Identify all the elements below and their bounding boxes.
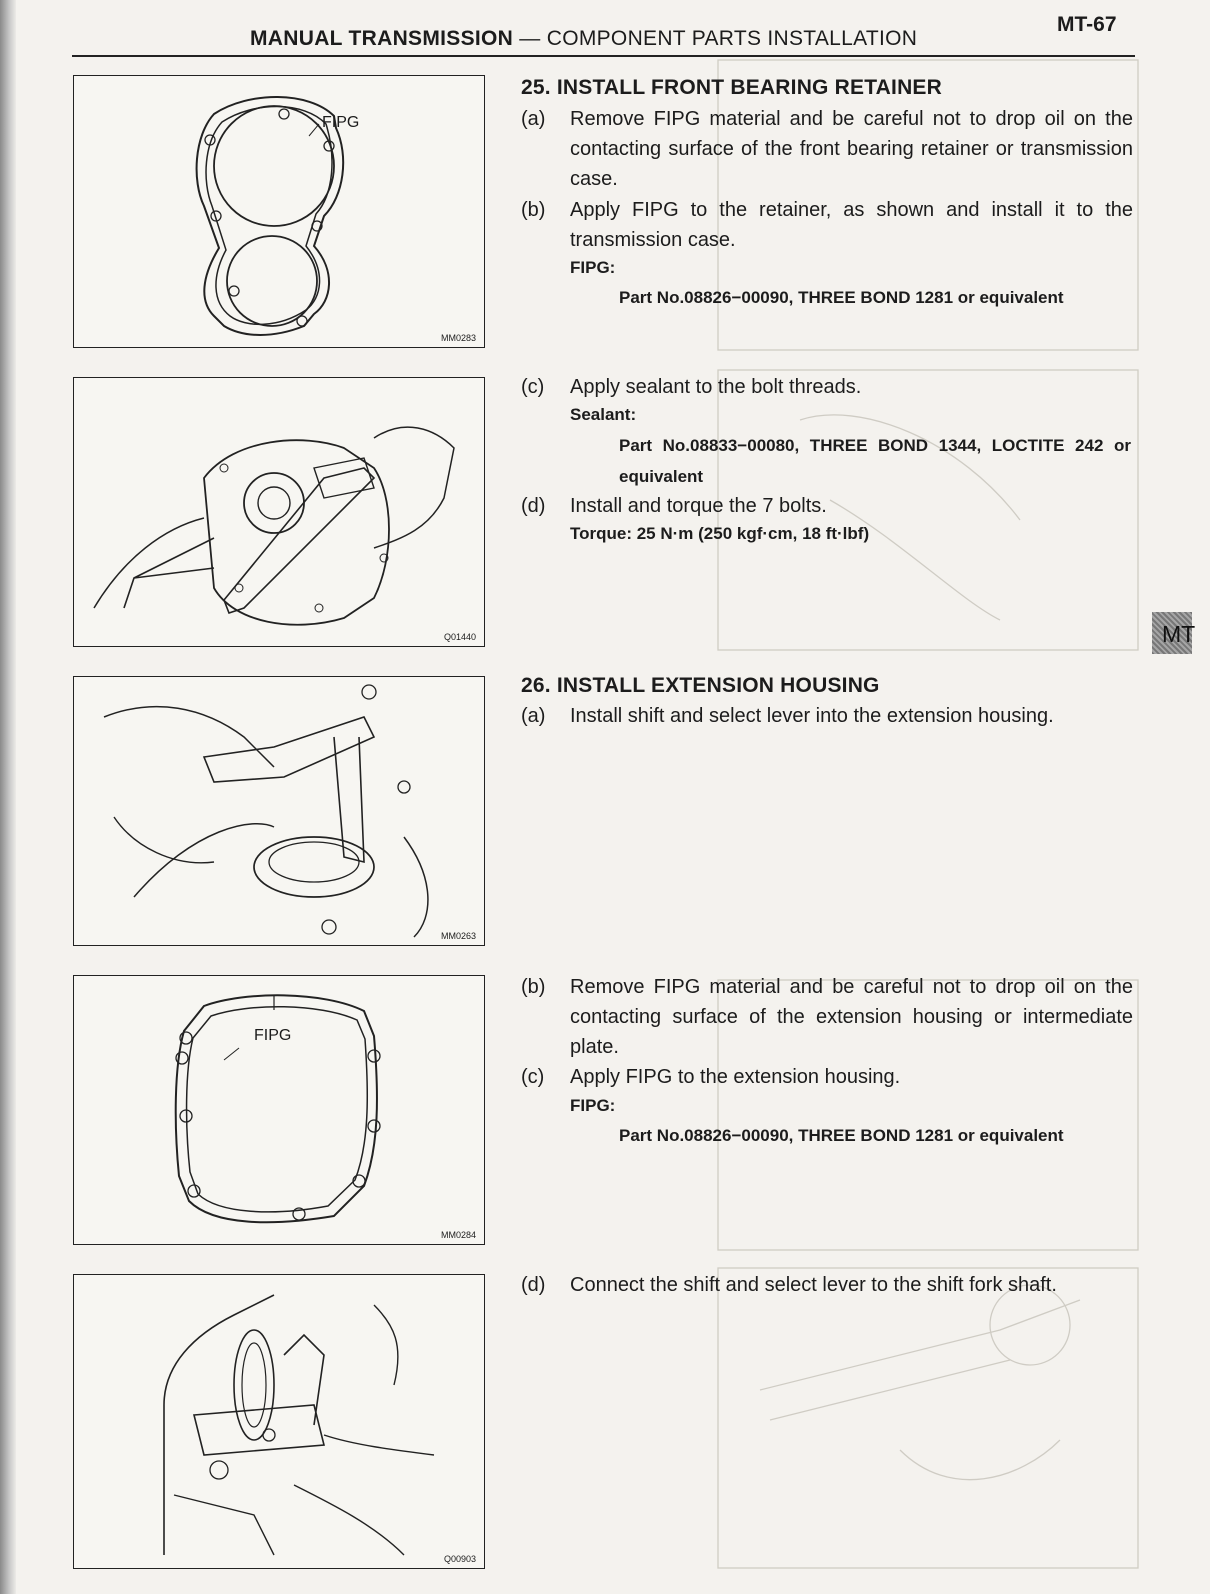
step-marker: (d) [521,495,546,517]
section-26-heading [521,674,880,698]
figure-extension-housing-gasket [73,975,485,1245]
figure-code: MM0263 [440,931,476,941]
section-25-number: 25. [521,76,551,99]
step-25b [521,195,1133,255]
spec-part-number: Part No.08826−00090, THREE BOND 1281 or equivalent [619,288,1064,307]
step-25d [521,491,1133,521]
step-marker: (b) [521,199,546,221]
spec-label-fipg: FIPG: [570,1096,616,1115]
front-bearing-retainer-gasket-icon [74,76,484,347]
step-marker: (c) [521,376,545,398]
shift-fork-shaft-connect-icon [74,1275,484,1568]
figure-label-fipg: FIPG [322,114,360,131]
section-26-title: INSTALL EXTENSION HOUSING [556,674,880,697]
step-25c [521,372,1133,402]
step-text: Install and torque the 7 bolts. [570,495,827,517]
header-separator: — [513,27,547,50]
step-26b [521,972,1133,1062]
figure-label-fipg: FIPG [254,1027,292,1044]
figure-code: MM0283 [440,333,476,343]
section-25-heading [521,76,942,100]
section-tab-label: MT [1162,621,1196,647]
step-marker: (a) [521,705,546,727]
spec-label-fipg: FIPG: [570,258,616,277]
step-marker: (a) [521,108,546,130]
spec-part-number: Part No.08826−00090, THREE BOND 1281 or equivalent [619,1126,1064,1145]
step-text: Remove FIPG material and be careful not to drop oil on the contacting surface of the front bearing retainer or transmission case. [570,108,1133,190]
page-number: MT-67 [1057,13,1117,36]
step-text: Apply FIPG to the retainer, as shown and install it to the transmission case. [570,199,1133,251]
figure-torque-bolts [73,377,485,647]
figure-front-bearing-retainer [73,75,485,348]
step-25a [521,104,1133,194]
step-text: Remove FIPG material and be careful not to drop oil on the contacting surface of the extension housing or intermediate plate. [570,976,1133,1058]
header-section: MANUAL TRANSMISSION [250,27,514,50]
step-26a [521,701,1133,731]
step-marker: (d) [521,1274,546,1296]
step-text: Apply sealant to the bolt threads. [570,376,862,398]
step-26d [521,1270,1133,1300]
torque-wrench-on-retainer-icon [74,378,484,646]
spec-torque: Torque: 25 N·m (250 kgf·cm, 18 ft·lbf) [570,524,870,543]
figure-code: Q00903 [443,1554,476,1564]
step-marker: (c) [521,1066,545,1088]
figure-shift-fork-connect [73,1274,485,1569]
spec-label-sealant: Sealant: [570,405,637,424]
extension-housing-gasket-icon [74,976,484,1244]
figure-code: Q01440 [443,632,476,642]
header-subtitle: COMPONENT PARTS INSTALLATION [546,27,918,50]
shift-lever-install-icon [74,677,484,945]
figure-shift-select-lever [73,676,485,946]
step-26c [521,1062,1133,1092]
step-text: Install shift and select lever into the extension housing. [570,705,1054,727]
figure-code: MM0284 [440,1230,476,1240]
spec-part-number: Part No.08833−00080, THREE BOND 1344, LOCTITE 242 or equivalent [619,436,1131,486]
section-25-title: INSTALL FRONT BEARING RETAINER [556,76,943,99]
section-26-number: 26. [521,674,551,697]
step-marker: (b) [521,976,546,998]
step-text: Connect the shift and select lever to the shift fork shaft. [570,1274,1057,1296]
step-text: Apply FIPG to the extension housing. [570,1066,901,1088]
section-tab [1152,612,1196,654]
